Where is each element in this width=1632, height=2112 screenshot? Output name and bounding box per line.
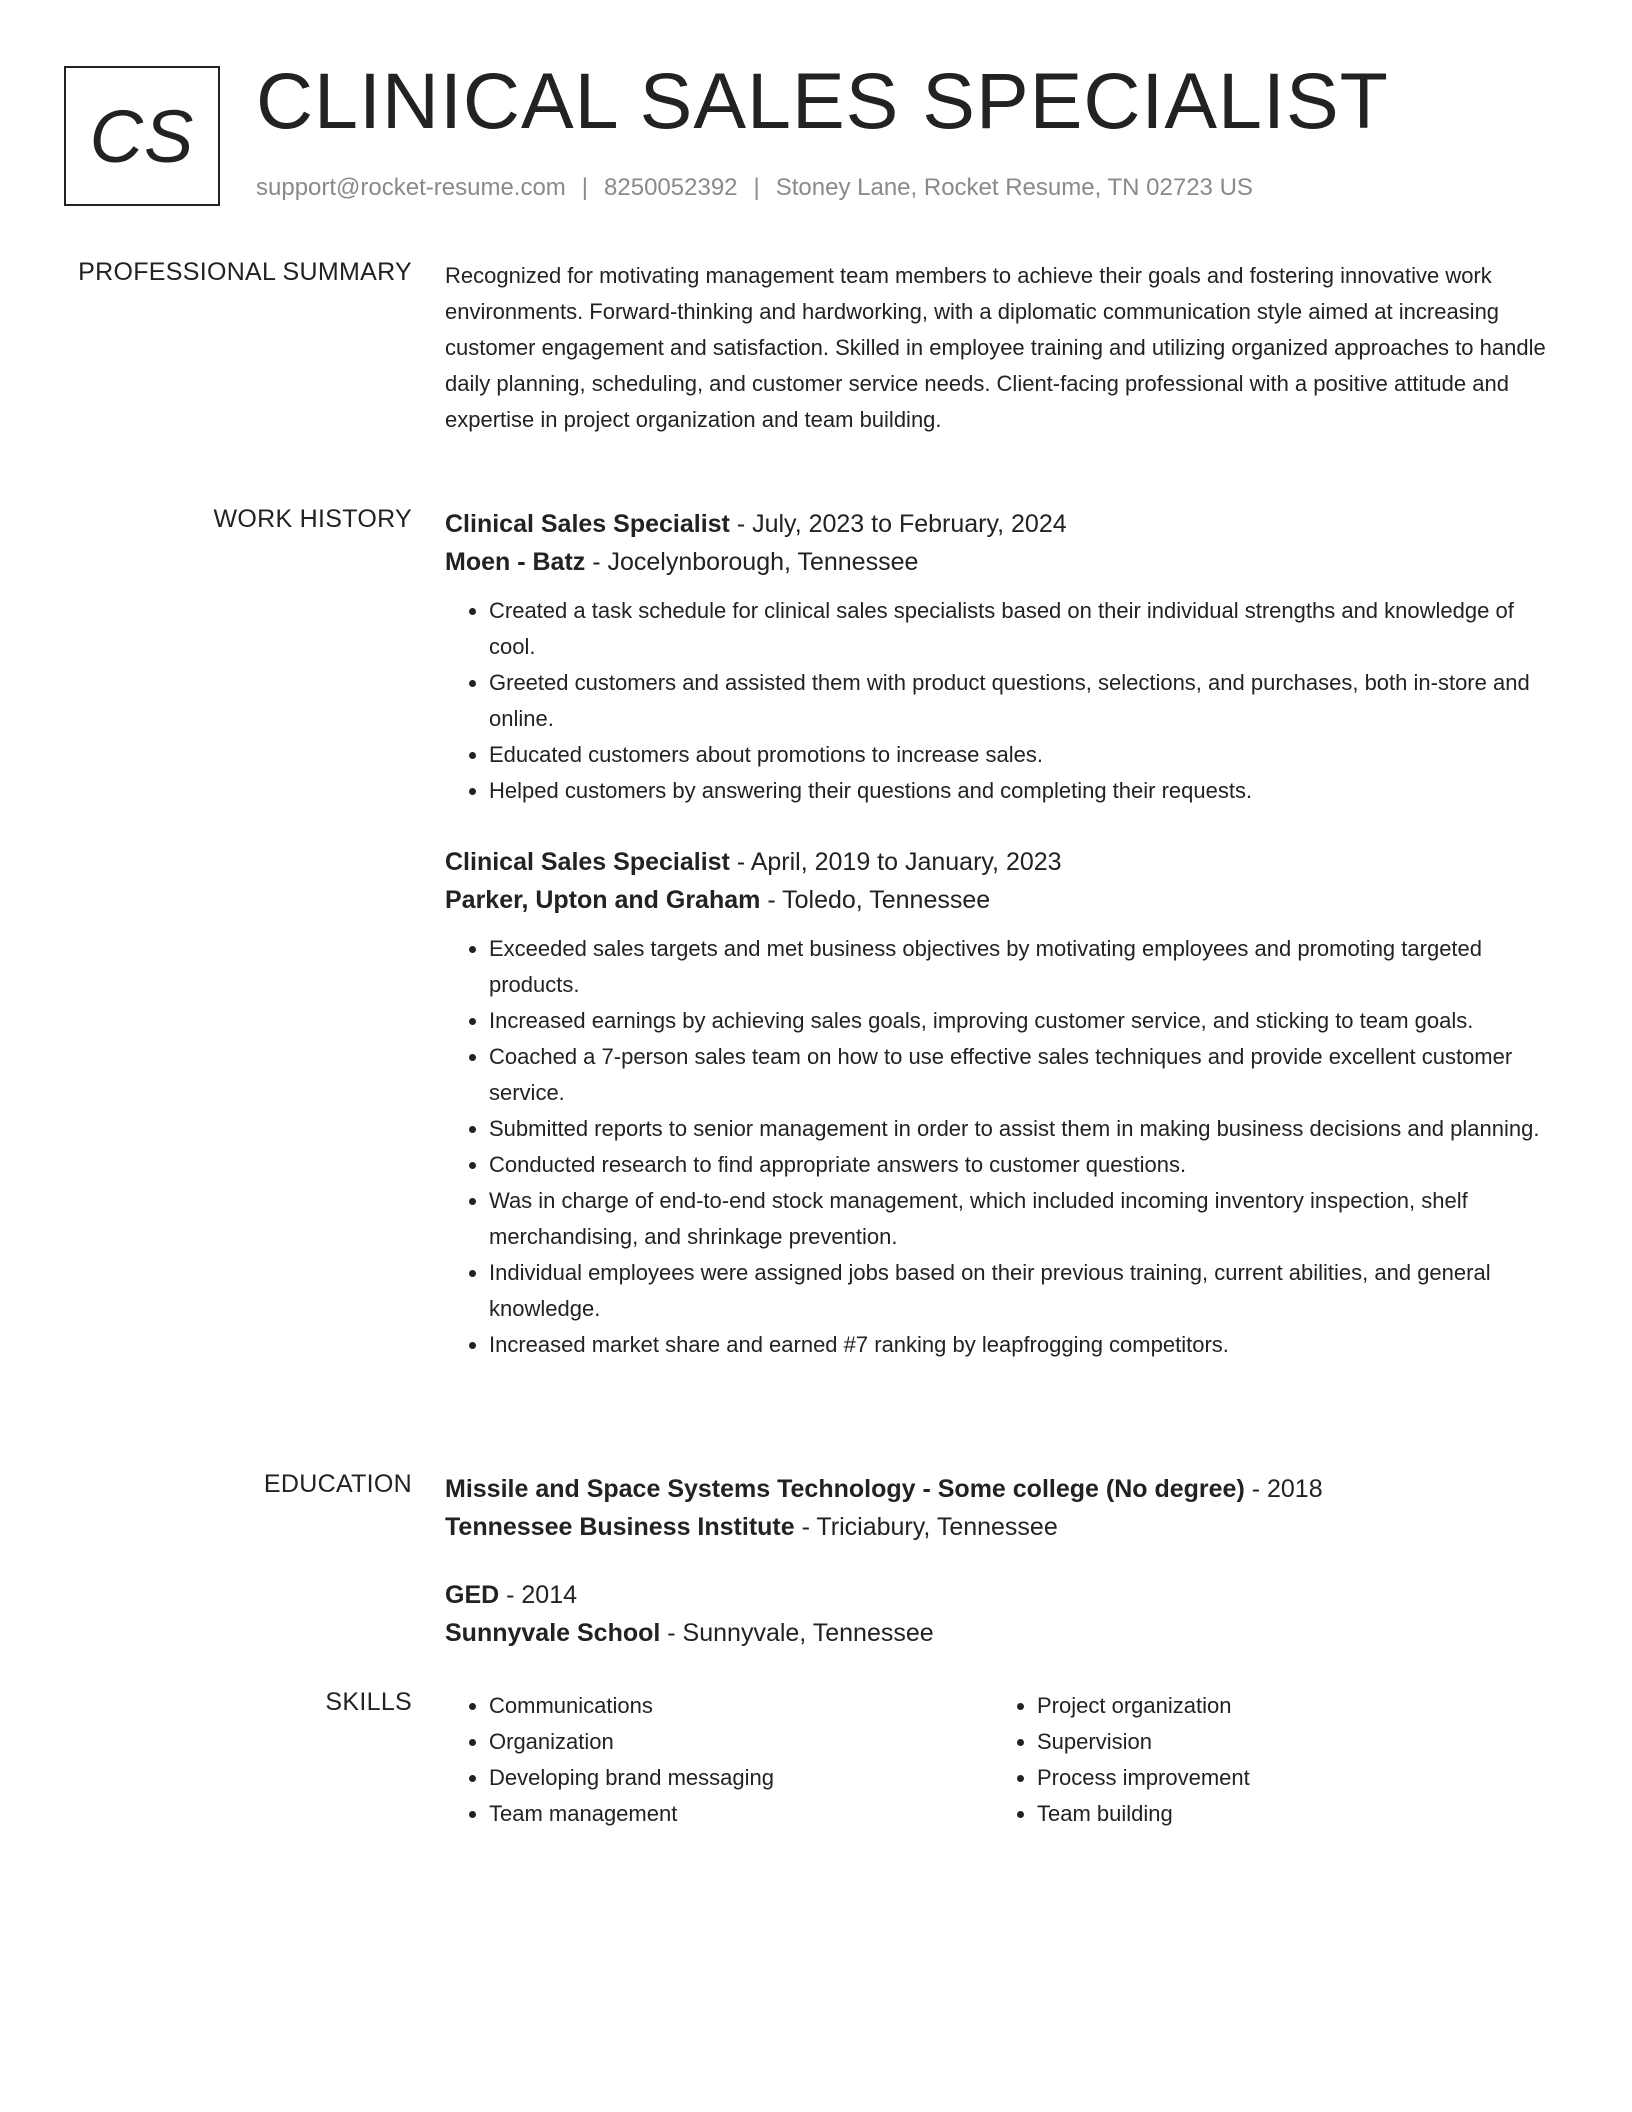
job-org-line	[445, 543, 1563, 581]
contact-separator: |	[753, 174, 760, 201]
education-degree-line	[445, 1576, 1563, 1614]
section-label-skills: SKILLS	[325, 1688, 412, 1716]
education-body	[445, 1470, 1563, 1652]
bullet-item: • Was in charge of end-to-end stock management, which included incoming inventory inspection, shelf merchandising, and shrinkage prevention.	[489, 1183, 1563, 1255]
bullet-item: • Greeted customers and assisted them with product questions, selections, and purchases, both in-store and online.	[489, 665, 1563, 737]
skill-item: • Team building	[1037, 1796, 1541, 1832]
skill-item: • Organization	[489, 1724, 993, 1760]
skills-list-right	[993, 1688, 1541, 1832]
monogram-box	[64, 66, 220, 206]
job-entry	[445, 505, 1563, 809]
job-company: Moen - Batz	[445, 548, 586, 576]
skill-item: • Team management	[489, 1796, 993, 1832]
contact-address: Stoney Lane, Rocket Resume, TN 02723 US	[775, 174, 1253, 201]
summary-body	[445, 258, 1563, 438]
bullet-item: • Exceeded sales targets and met business objectives by motivating employees and promoting targeted products.	[489, 931, 1563, 1003]
contact-separator: |	[581, 174, 589, 201]
skill-item: • Developing brand messaging	[489, 1760, 993, 1796]
skills-body	[445, 1688, 1563, 1832]
bullet-item: • Coached a 7-person sales team on how to use effective sales techniques and provide excellent customer service.	[489, 1039, 1563, 1111]
job-title-line	[445, 505, 1563, 543]
job-bullets	[445, 593, 1563, 809]
job-title: Clinical Sales Specialist	[445, 510, 730, 538]
education-location: - Triciabury, Tennessee	[794, 1513, 1058, 1541]
education-school-line	[445, 1508, 1563, 1546]
skills-columns	[445, 1688, 1563, 1832]
bullet-item: • Submitted reports to senior management in order to assist them in making business decisions and planning.	[489, 1111, 1563, 1147]
skill-item: • Communications	[489, 1688, 993, 1724]
education-entry	[445, 1576, 1563, 1652]
bullet-item: • Increased market share and earned #7 ranking by leapfrogging competitors.	[489, 1327, 1563, 1363]
education-degree-line	[445, 1470, 1563, 1508]
monogram-initials: CS	[89, 94, 195, 178]
job-location: - Toledo, Tennessee	[760, 886, 991, 914]
skill-item: • Project organization	[1037, 1688, 1541, 1724]
job-title-line	[445, 843, 1563, 881]
job-entry	[445, 843, 1563, 1363]
education-entry	[445, 1470, 1563, 1546]
section-label-education: EDUCATION	[263, 1470, 412, 1498]
education-school-line	[445, 1614, 1563, 1652]
bullet-item: • Increased earnings by achieving sales goals, improving customer service, and sticking to team goals.	[489, 1003, 1563, 1039]
job-bullets	[445, 931, 1563, 1363]
contact-phone: 8250052392	[604, 174, 738, 201]
job-title: Clinical Sales Specialist	[445, 848, 730, 876]
resume-name: CLINICAL SALES SPECIALIST	[256, 56, 1389, 145]
education-degree: Missile and Space Systems Technology - Some college (No degree)	[445, 1475, 1245, 1503]
section-label-work-history: WORK HISTORY	[213, 505, 412, 533]
education-school: Sunnyvale School	[445, 1619, 661, 1647]
skills-list-left	[445, 1688, 993, 1832]
bullet-item: • Created a task schedule for clinical sales specialists based on their individual strengths and knowledge of cool.	[489, 593, 1563, 665]
skill-item: • Process improvement	[1037, 1760, 1541, 1796]
contact-email: support@rocket-resume.com	[256, 174, 566, 201]
contact-line	[256, 174, 1253, 202]
education-year: - 2014	[499, 1581, 578, 1609]
bullet-item: • Individual employees were assigned jobs based on their previous training, current abilities, and general knowledge.	[489, 1255, 1563, 1327]
job-location: - Jocelynborough, Tennessee	[585, 548, 919, 576]
education-school: Tennessee Business Institute	[445, 1513, 795, 1541]
job-dates: - July, 2023 to February, 2024	[729, 510, 1067, 538]
job-company: Parker, Upton and Graham	[445, 886, 761, 914]
bullet-item: • Educated customers about promotions to increase sales.	[489, 737, 1563, 773]
job-dates: - April, 2019 to January, 2023	[729, 848, 1062, 876]
bullet-item: • Helped customers by answering their questions and completing their requests.	[489, 773, 1563, 809]
section-label-summary: PROFESSIONAL SUMMARY	[78, 258, 412, 286]
education-year: - 2018	[1244, 1475, 1323, 1503]
summary-text: Recognized for motivating management team members to achieve their goals and fostering innovative work environments. Forward-thinking and hardworking, with a diplomatic communication style aimed at increasing customer engagement and satisfaction. Skilled in employee training and utilizing organized approaches to handle daily planning, scheduling, and customer service needs. Client-facing professional with a positive attitude and expertise in project organization and team building.	[445, 263, 1546, 432]
skill-item: • Supervision	[1037, 1724, 1541, 1760]
bullet-item: • Conducted research to find appropriate answers to customer questions.	[489, 1147, 1563, 1183]
work-history-body	[445, 505, 1563, 1363]
job-org-line	[445, 881, 1563, 919]
education-degree: GED	[445, 1581, 500, 1609]
education-location: - Sunnyvale, Tennessee	[660, 1619, 934, 1647]
